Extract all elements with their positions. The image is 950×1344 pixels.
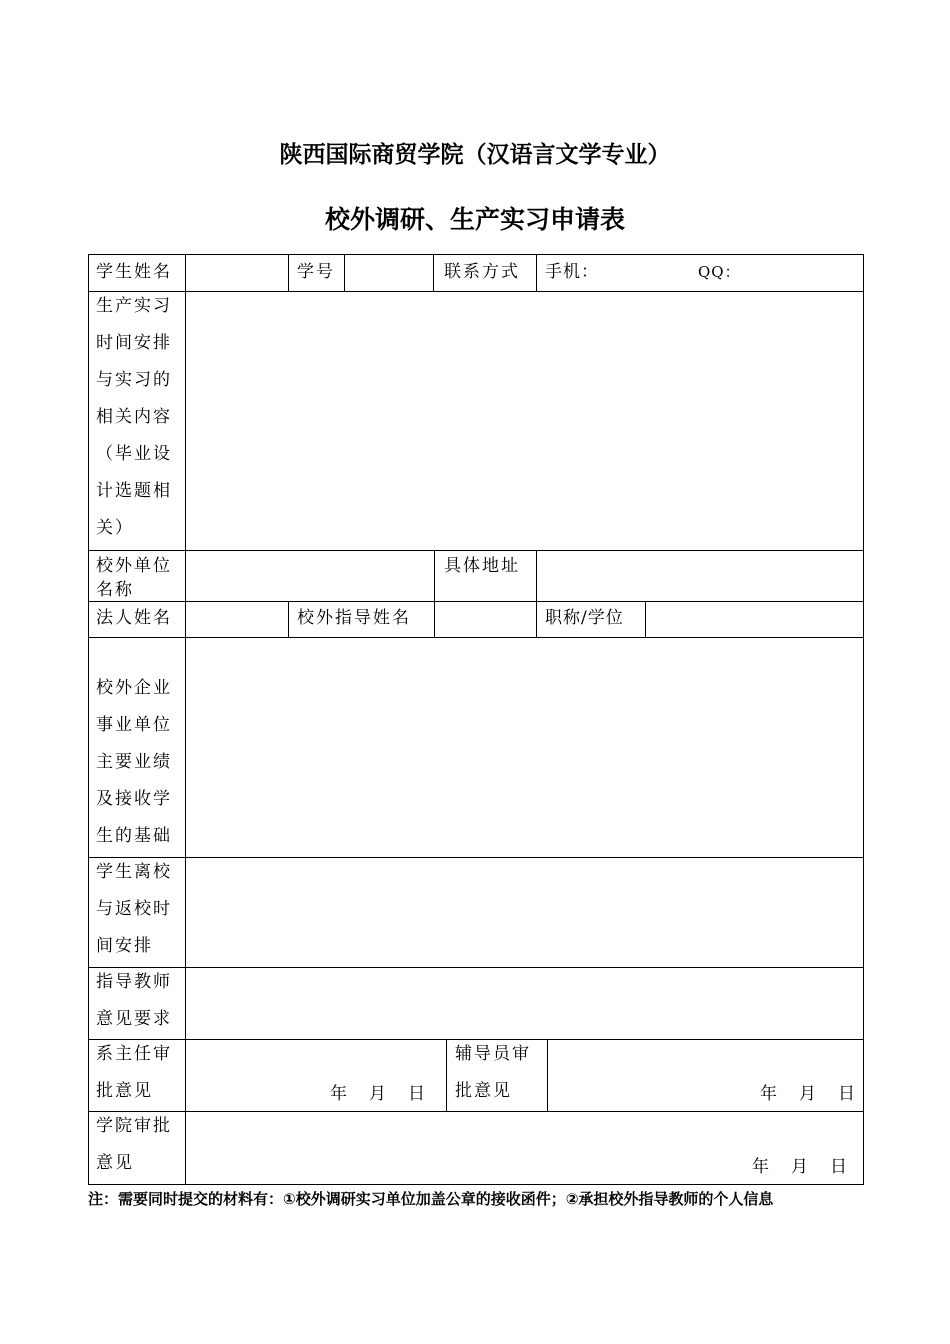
student-name-field[interactable] [186, 255, 287, 290]
internship-schedule-label: 生产实习 时间安排 与实习的 相关内容 （毕业设 计选题相 关） [96, 296, 172, 538]
student-id-field[interactable] [345, 255, 432, 290]
dept-head-approval-label: 系主任审 批意见 [96, 1044, 172, 1101]
external-unit-name-field[interactable] [186, 551, 433, 600]
contact-label: 联系方式 [444, 262, 520, 282]
institution-title: 陕西国际商贸学院（汉语言文学专业） [279, 142, 671, 168]
qq-label: QQ： [698, 263, 741, 281]
external-supervisor-field[interactable] [435, 602, 535, 636]
internship-schedule-field[interactable] [186, 292, 862, 549]
leave-return-schedule-field[interactable] [186, 858, 862, 966]
footnote: 注：需要同时提交的材料有：①校外调研实习单位加盖公章的接收函件；②承担校外指导教师的个人信息 [88, 1190, 774, 1208]
student-id-label: 学号 [297, 262, 335, 282]
college-approval-label: 学院审批 意见 [96, 1116, 172, 1173]
advisor-opinion-label: 指导教师 意见要求 [96, 972, 172, 1029]
dept-head-date: 年 月 日 [330, 1084, 425, 1104]
address-label: 具体地址 [444, 556, 520, 576]
form-title: 校外调研、生产实习申请表 [324, 205, 625, 234]
leave-return-schedule-label: 学生离校 与返校时 间安排 [96, 862, 172, 956]
unit-achievements-field[interactable] [186, 638, 862, 856]
counselor-date: 年 月 日 [760, 1084, 855, 1104]
legal-person-field[interactable] [186, 602, 287, 636]
external-supervisor-label: 校外指导姓名 [297, 608, 411, 628]
advisor-opinion-field[interactable] [186, 968, 862, 1038]
unit-achievements-label: 校外企业 事业单位 主要业绩 及接收学 生的基础 [96, 678, 172, 846]
student-name-label: 学生姓名 [96, 262, 172, 282]
title-degree-label: 职称/学位 [545, 608, 624, 628]
legal-person-label: 法人姓名 [96, 608, 172, 628]
address-field[interactable] [537, 551, 862, 600]
phone-label: 手机： [545, 262, 599, 282]
college-approval-date: 年 月 日 [752, 1157, 847, 1177]
title-degree-field[interactable] [646, 602, 862, 636]
external-unit-name-label: 校外单位 名称 [96, 556, 172, 600]
counselor-approval-label: 辅导员审 批意见 [455, 1044, 531, 1101]
